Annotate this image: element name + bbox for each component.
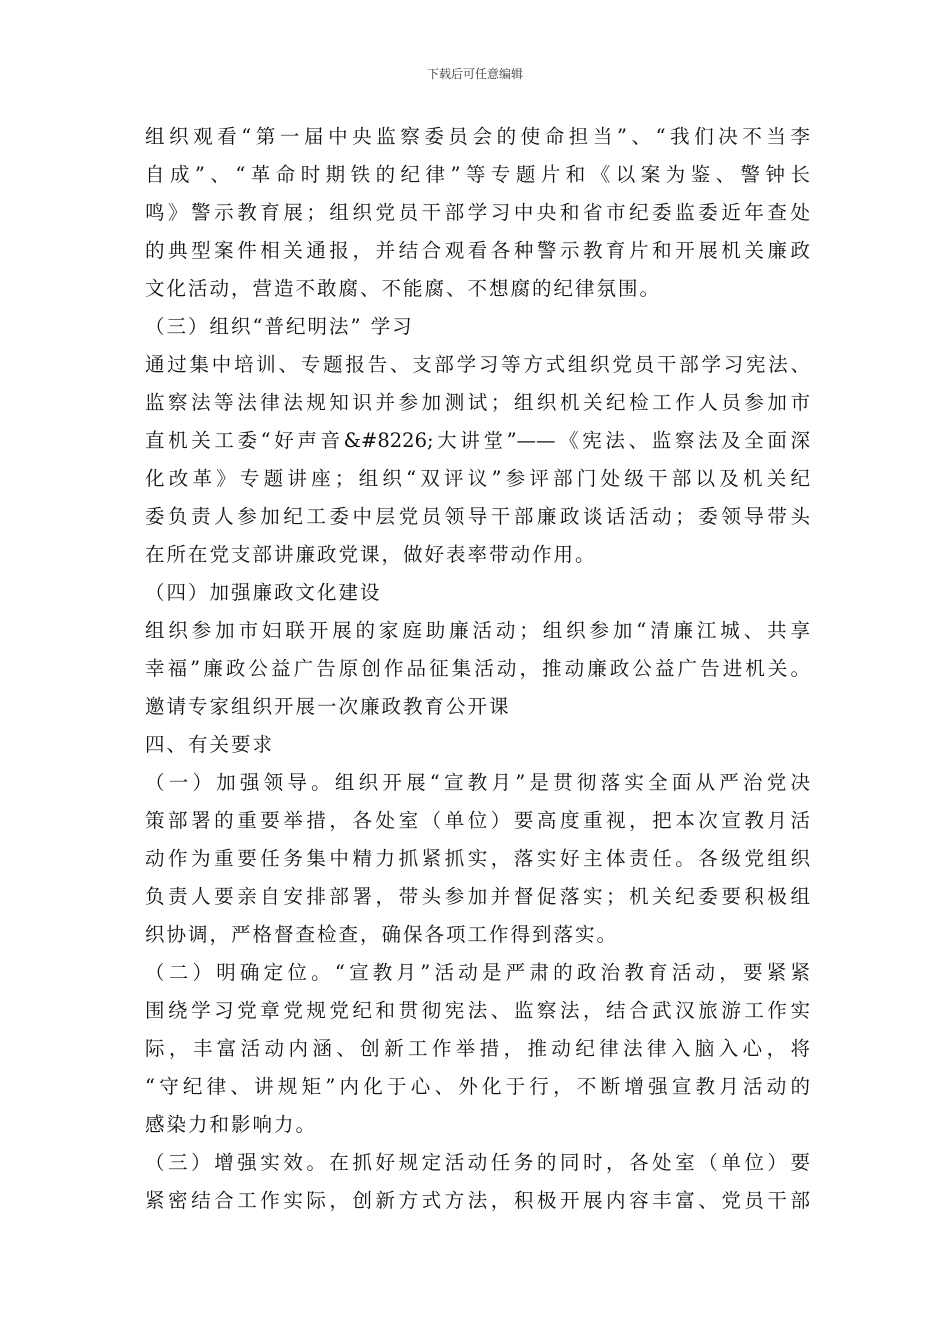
text-line: 鸣》警示教育展；组织党员干部学习中央和省市纪委监委近年查处 [145, 201, 810, 224]
text-line: 围绕学习党章党规党纪和贯彻宪法、监察法，结合武汉旅游工作实 [145, 999, 810, 1022]
text-line: 织协调，严格督查检查，确保各项工作得到落实。 [145, 923, 619, 946]
text-line: （三）增强实效。在抓好规定活动任务的同时，各处室（单位）要 [145, 1151, 810, 1174]
text-line: 际，丰富活动内涵、创新工作举措，推动纪律法律入脑入心，将 [145, 1037, 810, 1060]
text-line: 邀请专家组织开展一次廉政教育公开课 [145, 695, 511, 718]
text-line: 策部署的重要举措，各处室（单位）要高度重视，把本次宣教月活 [145, 809, 810, 832]
text-line: （二）明确定位。“宣教月”活动是严肃的政治教育活动，要紧紧 [145, 961, 810, 984]
text-line: 组织参加市妇联开展的家庭助廉活动；组织参加“清廉江城、共享 [145, 619, 810, 642]
text-line: 紧密结合工作实际，创新方式方法，积极开展内容丰富、党员干部 [145, 1189, 810, 1212]
text-line: 委负责人参加纪工委中层党员领导干部廉政谈话活动；委领导带头 [145, 505, 810, 528]
text-line: 文化活动，营造不敢腐、不能腐、不想腐的纪律氛围。 [145, 277, 662, 300]
text-line: 自成”、“革命时期铁的纪律”等专题片和《以案为鉴、警钟长 [145, 163, 810, 186]
text-line: （四）加强廉政文化建设 [145, 581, 382, 604]
text-line: 四、有关要求 [145, 733, 275, 756]
text-line: “守纪律、讲规矩”内化于心、外化于行，不断增强宣教月活动的 [145, 1075, 810, 1098]
text-line: 动作为重要任务集中精力抓紧抓实，落实好主体责任。各级党组织 [145, 847, 810, 870]
text-line: 负责人要亲自安排部署，带头参加并督促落实；机关纪委要积极组 [145, 885, 810, 908]
text-line: 直机关工委“好声音&#8226;大讲堂”——《宪法、监察法及全面深 [145, 429, 810, 452]
text-line: 的典型案件相关通报，并结合观看各种警示教育片和开展机关廉政 [145, 239, 810, 262]
text-line: 化改革》专题讲座；组织“双评议”参评部门处级干部以及机关纪 [145, 467, 810, 490]
text-line: 组织观看“第一届中央监察委员会的使命担当”、“我们决不当李 [145, 125, 810, 148]
text-line: 幸福”廉政公益广告原创作品征集活动，推动廉政公益广告进机关。 [145, 657, 810, 680]
page-header: 下载后可任意编辑 [426, 67, 523, 81]
text-line: 监察法等法律法规知识并参加测试；组织机关纪检工作人员参加市 [145, 391, 810, 414]
text-line: 在所在党支部讲廉政党课，做好表率带动作用。 [145, 543, 597, 566]
text-line: （三）组织“普纪明法” 学习 [145, 315, 414, 338]
text-line: 感染力和影响力。 [145, 1113, 318, 1136]
text-line: （一）加强领导。组织开展“宣教月”是贯彻落实全面从严治党决 [145, 771, 810, 794]
document-body [145, 118, 810, 1220]
text-line: 通过集中培训、专题报告、支部学习等方式组织党员干部学习宪法、 [145, 353, 810, 376]
